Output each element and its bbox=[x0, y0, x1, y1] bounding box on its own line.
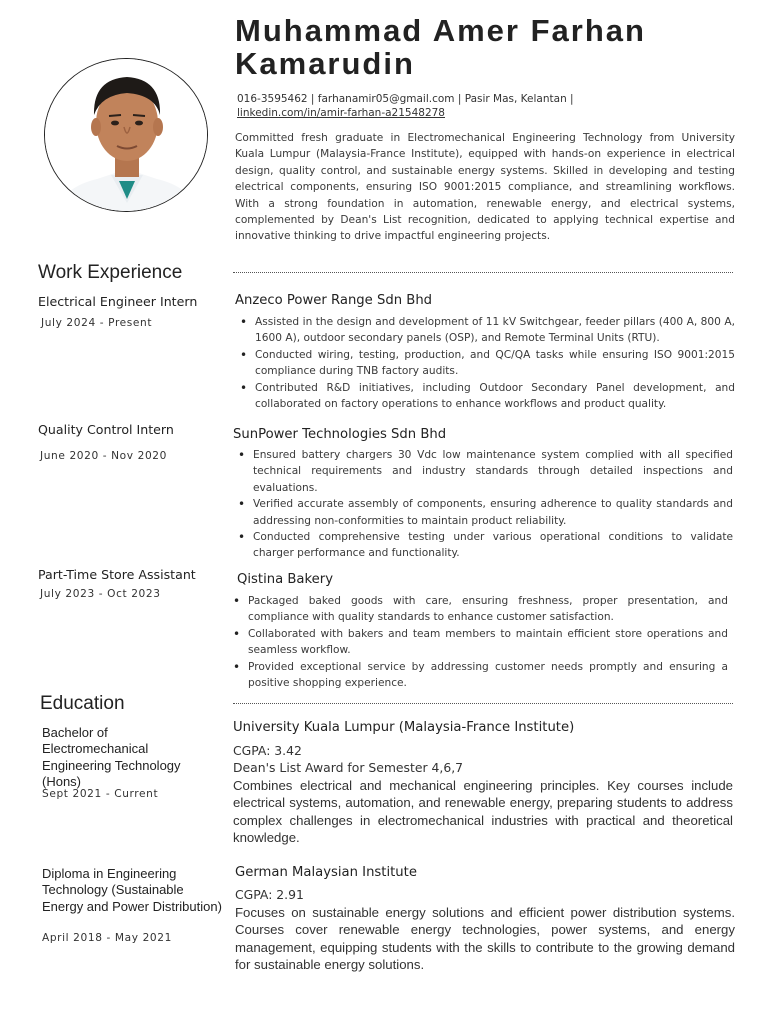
work-experience-heading: Work Experience bbox=[38, 262, 183, 283]
job-bullets bbox=[236, 447, 733, 562]
professional-summary: Committed fresh graduate in Electromechanical Engineering Technology from University Kuala Lumpur (Malaysia-France Institute), equipped with hands-on experience in electrical design, quality control, and sustainable energy systems. Skilled in developing and testing electrical components, ensuring ISO 9001:2015 compliance, and streamlining workflows. With a strong foundation in automation, renewable energy, and electrical systems, complemented by Dean's List recognition, dedicated to applying technical expertise and innovative thinking to drive impactful engineering projects. bbox=[235, 132, 735, 243]
job-bullet: • Collaborated with bakers and team members to maintain efficient store operations and seamless workflow. bbox=[231, 626, 728, 659]
job-bullet: • Assisted in the design and development of 11 kV Switchgear, feeder pillars (400 A, 800 A, 1600 A), outdoor secondary panels (OSP), and Remote Terminal Units (RTU). bbox=[238, 314, 735, 347]
job-dates: June 2020 - Nov 2020 bbox=[40, 450, 167, 462]
education-award: Dean's List Award for Semester 4,6,7 bbox=[233, 760, 464, 775]
degree-title: Bachelor of Electromechanical Engineering Technology (Hons) bbox=[42, 725, 181, 790]
school-name: German Malaysian Institute bbox=[235, 865, 417, 880]
profile-photo-image bbox=[45, 59, 208, 212]
school-name: University Kuala Lumpur (Malaysia-France Institute) bbox=[233, 720, 575, 735]
job-dates: July 2023 - Oct 2023 bbox=[40, 588, 161, 600]
education-description: Focuses on sustainable energy solutions and efficient power distribution systems. Courses cover renewable energy technologies, power systems, and energy management, equipping students with the skills to contribute to the growing demand for sustainable energy solutions. bbox=[235, 905, 735, 973]
job-bullet: • Conducted comprehensive testing under various operational conditions to validate charger performance and functionality. bbox=[236, 529, 733, 562]
job-bullets bbox=[231, 593, 728, 691]
section-divider bbox=[233, 703, 733, 704]
job-role: Quality Control Intern bbox=[38, 422, 174, 437]
job-bullet: • Ensured battery chargers 30 Vdc low maintenance system complied with all specified technical requirements and industry standards through detailed inspections and evaluations. bbox=[236, 447, 733, 496]
linkedin-link[interactable]: linkedin.com/in/amir-farhan-a21548278 bbox=[237, 107, 445, 119]
section-divider bbox=[233, 272, 733, 273]
job-dates: July 2024 - Present bbox=[41, 317, 153, 329]
education-description: Combines electrical and mechanical engineering principles. Key courses include electrical systems, automation, and renewable energy, preparing students to address complex challenges in electromechanical industries with practical and theoretical knowledge. bbox=[233, 778, 733, 846]
education-cgpa: CGPA: 3.42 bbox=[233, 743, 302, 758]
degree-title: Diploma in Engineering Technology (Sustainable Energy and Power Distribution) bbox=[42, 866, 222, 914]
job-bullet: • Contributed R&D initiatives, including Outdoor Secondary Panel development, and collaborated on factory operations to enhance workflows and product quality. bbox=[238, 380, 735, 413]
job-company: Anzeco Power Range Sdn Bhd bbox=[235, 293, 433, 308]
profile-photo bbox=[44, 58, 208, 212]
job-bullets bbox=[238, 314, 735, 412]
contact-info bbox=[237, 92, 737, 120]
job-role: Electrical Engineer Intern bbox=[38, 294, 198, 309]
job-bullet: • Provided exceptional service by addressing customer needs promptly and ensuring a positive shopping experience. bbox=[231, 659, 728, 692]
education-dates: Sept 2021 - Current bbox=[42, 788, 159, 800]
education-heading: Education bbox=[40, 693, 125, 714]
education-dates: April 2018 - May 2021 bbox=[42, 932, 172, 944]
job-bullet: • Verified accurate assembly of components, ensuring adherence to quality standards and addressing non-conformities to maintain product reliability. bbox=[236, 496, 733, 529]
job-bullet: • Packaged baked goods with care, ensuring freshness, proper presentation, and compliance with quality standards to enhance customer satisfaction. bbox=[231, 593, 728, 626]
job-company: Qistina Bakery bbox=[237, 572, 334, 587]
job-company: SunPower Technologies Sdn Bhd bbox=[233, 427, 447, 442]
job-bullet: • Conducted wiring, testing, production, and QC/QA tasks while ensuring ISO 9001:2015 compliance during TNB factory audits. bbox=[238, 347, 735, 380]
candidate-name: Muhammad Amer Farhan Kamarudin bbox=[235, 13, 646, 81]
job-role: Part-Time Store Assistant bbox=[38, 567, 196, 582]
contact-line: 016-3595462 | farhanamir05@gmail.com | Pasir Mas, Kelantan | bbox=[237, 93, 574, 105]
education-cgpa: CGPA: 2.91 bbox=[235, 887, 304, 902]
